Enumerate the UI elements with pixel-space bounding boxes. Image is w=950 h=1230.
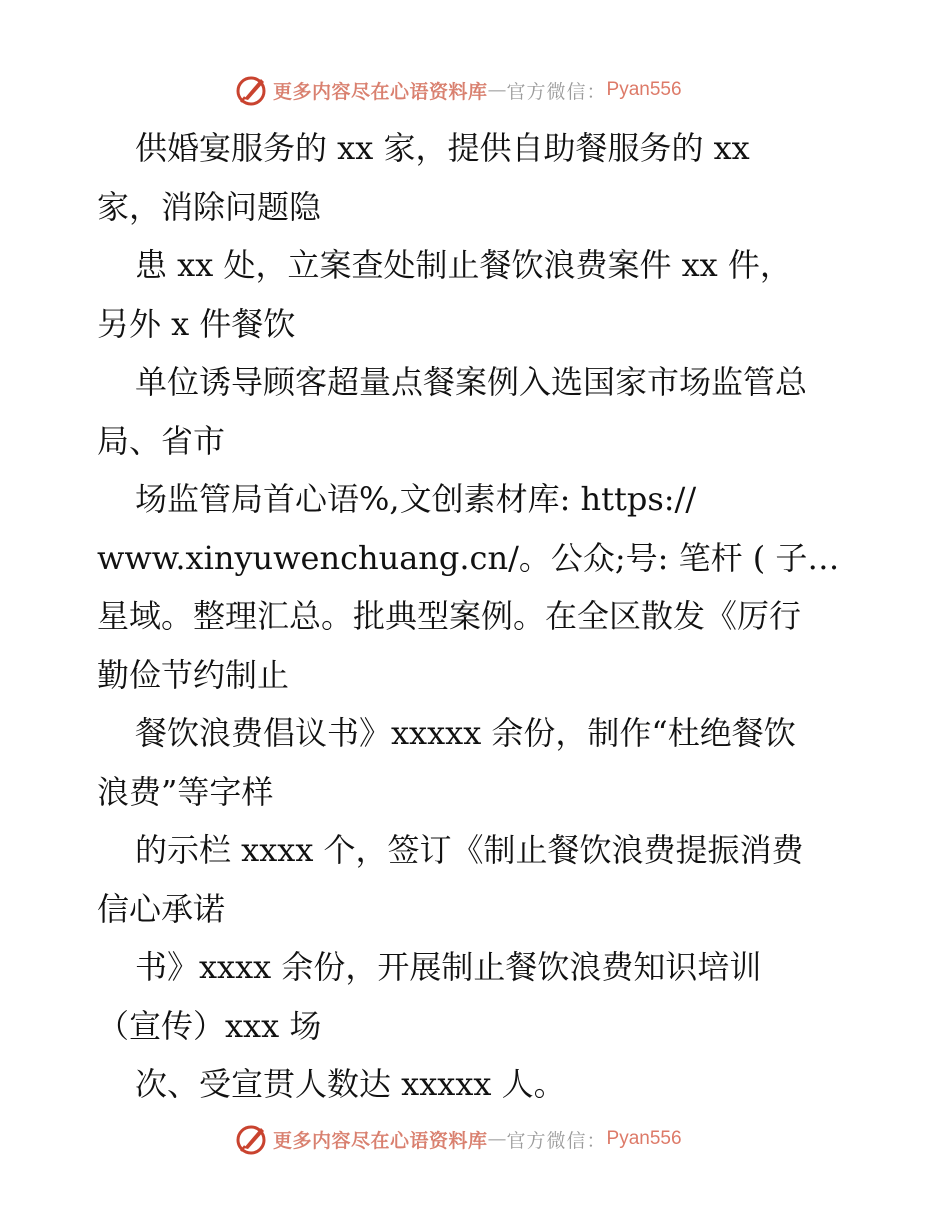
body-line: 另外 x 件餐饮 (97, 304, 296, 343)
body-line: 患 xx 处，立案查处制止餐饮浪费案件 xx 件， (135, 246, 792, 284)
watermark-account-id: Pyan556 (606, 1128, 682, 1149)
body-line: 书》xxxx 余份，开展制止餐饮浪费知识培训 (135, 948, 762, 986)
watermark-sub-text: 官方微信： (506, 1129, 607, 1152)
body-line: 场监管局首心语%,文创素材库: https:// (135, 480, 697, 518)
watermark-main-text: 更多内容尽在心语资料库 (273, 80, 488, 103)
body-line: 的示栏 xxxx 个，签订《制止餐饮浪费提振消费 (135, 831, 804, 869)
watermark-account-id: Pyan556 (606, 79, 682, 100)
watermark-dash: — (487, 1128, 507, 1150)
watermark-main-text: 更多内容尽在心语资料库 (273, 1129, 488, 1152)
quill-logo-icon (235, 1122, 269, 1156)
body-line: 餐饮浪费倡议书》xxxxx 余份，制作“杜绝餐饮 (135, 714, 796, 752)
body-line: 勤俭节约制止 (97, 655, 290, 694)
body-line: 供婚宴服务的 xx 家，提供自助餐服务的 xx (135, 129, 750, 167)
body-line: 信心承诺 (97, 889, 226, 928)
watermark-dash: — (487, 79, 507, 101)
body-line: 次、受宣贯人数达 xxxxx 人。 (135, 1065, 566, 1103)
body-line: 局、省市 (97, 421, 226, 460)
body-line: 浪费”等字样 (97, 772, 274, 811)
body-line: 星域。整理汇总。批典型案例。在全区散发《厉行 (97, 597, 802, 635)
watermark-sub-text: 官方微信： (506, 80, 607, 103)
body-line: www.xinyuwenchuang.cn/。公众;号: 笔杆 ( 子… (97, 538, 840, 577)
footer-watermark (235, 1121, 682, 1157)
body-line: （宣传）xxx 场 (97, 1006, 322, 1045)
quill-logo-icon (235, 73, 269, 107)
header-watermark (235, 72, 682, 108)
body-line: 单位诱导顾客超量点餐案例入选国家市场监管总 (135, 363, 808, 401)
document-body (97, 119, 857, 1114)
body-line: 家，消除问题隐 (97, 187, 322, 226)
